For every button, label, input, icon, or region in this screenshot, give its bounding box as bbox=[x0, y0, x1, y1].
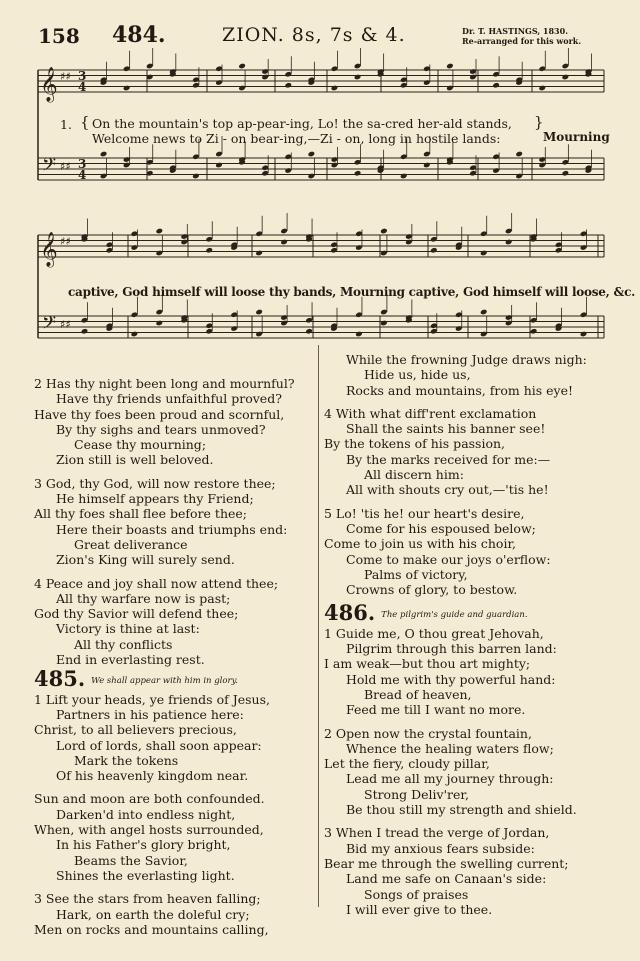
bass-clef: 𝄢 bbox=[42, 155, 57, 180]
hymn-number: 484. bbox=[112, 22, 166, 48]
time-signature: 4 bbox=[78, 168, 87, 182]
hymn-line: Land me safe on Canaan's side: bbox=[346, 871, 547, 887]
hymn-line: Palms of victory, bbox=[364, 566, 468, 582]
hymn-line: Zion still is well beloved. bbox=[56, 452, 214, 468]
hymn-line: All thy warfare now is past; bbox=[56, 590, 231, 606]
hymn-line: 3 God, thy God, will now restore thee; bbox=[34, 475, 276, 491]
left-column bbox=[34, 376, 314, 937]
hymn-line: Hold me with thy powerful hand: bbox=[346, 671, 556, 687]
stanza-gap bbox=[324, 398, 624, 406]
hymn-486-subtitle: The pilgrim's guide and guardian. bbox=[381, 610, 528, 621]
hymn-line: When, with angel hosts surrounded, bbox=[34, 822, 264, 838]
hymn-line: By thy sighs and tears unmoved? bbox=[56, 421, 266, 437]
hymn-line: Lead me all my journey through: bbox=[346, 771, 554, 787]
hymn-line: 1 Lift your heads, ye friends of Jesus, bbox=[34, 691, 270, 707]
hymn-line: I am weak—but thou art mighty; bbox=[324, 656, 531, 672]
hymn-line: 5 Lo! 'tis he! our heart's desire, bbox=[324, 505, 525, 521]
hymn-line: All with shouts cry out,—'tis he! bbox=[346, 482, 549, 498]
composer: Dr. T. HASTINGS, 1830. bbox=[462, 26, 568, 36]
treble-clef: 𝄞 bbox=[40, 67, 58, 102]
bass-clef: 𝄢 bbox=[42, 313, 57, 338]
note bbox=[354, 170, 362, 177]
note bbox=[530, 328, 538, 335]
hymn-486-heading bbox=[324, 600, 624, 626]
note bbox=[380, 228, 388, 235]
hymn-line: Feed me till I want no more. bbox=[346, 702, 526, 718]
key-signature: ♯♯ bbox=[60, 235, 71, 248]
note bbox=[580, 331, 588, 338]
stanza-gap bbox=[324, 498, 624, 506]
note bbox=[515, 151, 523, 158]
hymn-line: Mark the tokens bbox=[74, 752, 179, 768]
hymn-line: While the frowning Judge draws nigh: bbox=[346, 352, 587, 367]
note bbox=[538, 85, 546, 92]
hymn-line: Come for his espoused below; bbox=[346, 520, 536, 536]
note bbox=[308, 151, 316, 158]
tune-name: ZION. 8s, 7s & 4. bbox=[222, 24, 406, 46]
hymn-line: All thy foes shall flee before thee; bbox=[34, 506, 248, 522]
key-signature: ♯♯ bbox=[60, 160, 71, 173]
column-divider bbox=[318, 345, 319, 907]
hymn-line: Let the fiery, cloudy pillar, bbox=[324, 756, 490, 772]
note bbox=[480, 309, 488, 316]
hymn-line: Lord of lords, shall soon appear: bbox=[56, 737, 262, 753]
hymn-line: In his Father's glory bright, bbox=[56, 837, 231, 853]
lyric-line-1: On the mountain's top ap-pear-ing, Lo! the sa-cred her-ald stands, bbox=[92, 116, 512, 131]
hymn-line: Great deliverance bbox=[74, 536, 188, 552]
hymn-line: I will ever give to thee. bbox=[346, 901, 493, 917]
note bbox=[354, 74, 362, 81]
stanza-gap bbox=[34, 468, 314, 476]
hymn-line: Men on rocks and mountains calling, bbox=[34, 921, 269, 937]
hymn-485-number: 485. bbox=[34, 666, 86, 692]
hymn-484-stanzas bbox=[34, 376, 314, 667]
stanza-gap bbox=[34, 783, 314, 791]
brace-left: { bbox=[80, 113, 90, 131]
hymn-line: Rocks and mountains, from his eye! bbox=[346, 382, 574, 398]
note bbox=[480, 250, 488, 257]
note bbox=[423, 162, 431, 169]
lyric-line-2: Welcome news to Zi - on bear-ing,—Zi - on, long in hostile lands: bbox=[92, 131, 501, 146]
note bbox=[192, 173, 200, 180]
hymn-line: Bid my anxious fears subside: bbox=[346, 840, 535, 856]
hymn-line: Partners in his patience here: bbox=[56, 706, 244, 722]
hymn-line: Here their boasts and triumphs end: bbox=[56, 521, 288, 537]
hymn-line: Zion's King will surely send. bbox=[56, 552, 235, 568]
hymn-485-subtitle: We shall appear with him in glory. bbox=[91, 676, 238, 687]
hymn-line: Strong Deliv'rer, bbox=[364, 786, 469, 802]
note bbox=[562, 74, 570, 81]
hymn-line: Have thy friends unfaithful proved? bbox=[56, 391, 282, 407]
hymn-485-stanzas bbox=[34, 692, 314, 937]
hymn-line: All thy conflicts bbox=[74, 636, 173, 652]
hymn-line: God thy Savior will defend thee; bbox=[34, 606, 239, 622]
note bbox=[81, 328, 89, 335]
hymn-line: Cease thy mourning; bbox=[74, 437, 207, 453]
note bbox=[205, 247, 213, 254]
hymn-486-number: 486. bbox=[324, 600, 376, 626]
hymn-line: Have thy foes been proud and scornful, bbox=[34, 406, 285, 422]
time-signature: 3 bbox=[78, 157, 87, 171]
hymn-line: Victory is thine at last: bbox=[56, 621, 200, 637]
key-signature: ♯♯ bbox=[60, 318, 71, 331]
verse-number: 1. bbox=[60, 117, 72, 132]
stanza-gap bbox=[34, 568, 314, 576]
hymn-line: Sun and moon are both confounded. bbox=[34, 791, 265, 807]
note bbox=[238, 63, 246, 70]
hymn-486-stanzas bbox=[324, 626, 624, 917]
hymn-line: Whence the healing waters flow; bbox=[346, 740, 554, 756]
hymn-line: Be thou still my strength and shield. bbox=[346, 802, 577, 818]
key-signature: ♯♯ bbox=[60, 70, 71, 83]
hymn-line: Pilgrim through this barren land: bbox=[346, 641, 557, 657]
note bbox=[562, 170, 570, 177]
hymn-line: He himself appears thy Friend; bbox=[56, 491, 254, 507]
hymn-line: Beams the Savior, bbox=[74, 852, 188, 868]
note bbox=[255, 309, 263, 316]
hymn-line: Bread of heaven, bbox=[364, 686, 472, 702]
hymn-line: 3 When I tread the verge of Jordan, bbox=[324, 825, 550, 841]
time-signature: 4 bbox=[78, 80, 87, 94]
hymn-line: Shall the saints his banner see! bbox=[346, 421, 546, 437]
hymn-line: 3 See the stars from heaven falling; bbox=[34, 891, 261, 907]
hymn-line: Come to join us with his choir, bbox=[324, 536, 517, 552]
hymn-line: 4 Peace and joy shall now attend thee; bbox=[34, 575, 279, 591]
hymn-line: Of his heavenly kingdom near. bbox=[56, 768, 249, 784]
hymn-485-heading bbox=[34, 666, 314, 692]
hymn-line: Darken'd into endless night, bbox=[56, 806, 236, 822]
hymn-line: 2 Has thy night been long and mournful? bbox=[34, 376, 295, 391]
note bbox=[380, 320, 388, 327]
note bbox=[331, 85, 339, 92]
hymn-line: Shines the everlasting light. bbox=[56, 867, 235, 883]
arranger: Re-arranged for this work. bbox=[462, 36, 582, 46]
stanza-gap bbox=[324, 817, 624, 825]
stanza-gap bbox=[34, 883, 314, 891]
note bbox=[305, 328, 313, 335]
note bbox=[355, 331, 363, 338]
hymn-line: All discern him: bbox=[364, 467, 464, 483]
right-column bbox=[324, 352, 624, 917]
hymn-line: End in everlasting rest. bbox=[56, 652, 205, 668]
note bbox=[255, 250, 263, 257]
note bbox=[131, 331, 139, 338]
note bbox=[400, 173, 408, 180]
time-signature: 3 bbox=[78, 69, 87, 83]
hymn-line: Come to make our joys o'erflow: bbox=[346, 551, 551, 567]
note bbox=[156, 228, 164, 235]
hymn-line: By the marks received for me:— bbox=[346, 451, 551, 467]
note bbox=[446, 63, 454, 70]
note bbox=[100, 151, 108, 158]
hymn-line: By the tokens of his passion, bbox=[324, 436, 506, 452]
page-number: 158 bbox=[38, 24, 80, 48]
note bbox=[492, 82, 500, 89]
hymn-485-continued bbox=[324, 352, 624, 597]
note bbox=[123, 85, 131, 92]
note bbox=[505, 239, 513, 246]
brace-right: } bbox=[534, 113, 544, 131]
hymn-line: Hark, on earth the doleful cry; bbox=[56, 906, 250, 922]
note bbox=[215, 162, 223, 169]
note bbox=[280, 239, 288, 246]
lyric-line-3: captive, God himself will loose thy bands, Mourning captive, God himself will loose, &c. bbox=[68, 285, 636, 299]
hymn-line: 1 Guide me, O thou great Jehovah, bbox=[324, 625, 544, 641]
note bbox=[156, 320, 164, 327]
hymn-line: Hide us, hide us, bbox=[364, 367, 471, 383]
note bbox=[430, 247, 438, 254]
note bbox=[284, 82, 292, 89]
lyric-end: Mourning bbox=[543, 130, 610, 144]
treble-clef: 𝄞 bbox=[40, 232, 58, 267]
hymn-line: Songs of praises bbox=[364, 886, 469, 902]
hymn-line: 2 Open now the crystal fountain, bbox=[324, 725, 532, 741]
stanza-gap bbox=[324, 718, 624, 726]
hymn-line: Christ, to all believers precious, bbox=[34, 722, 237, 738]
hymn-line: Crowns of glory, to bestow. bbox=[346, 582, 518, 598]
hymn-line: 4 With what diff'rent exclamation bbox=[324, 405, 537, 421]
hymn-line: Bear me through the swelling current; bbox=[324, 855, 569, 871]
